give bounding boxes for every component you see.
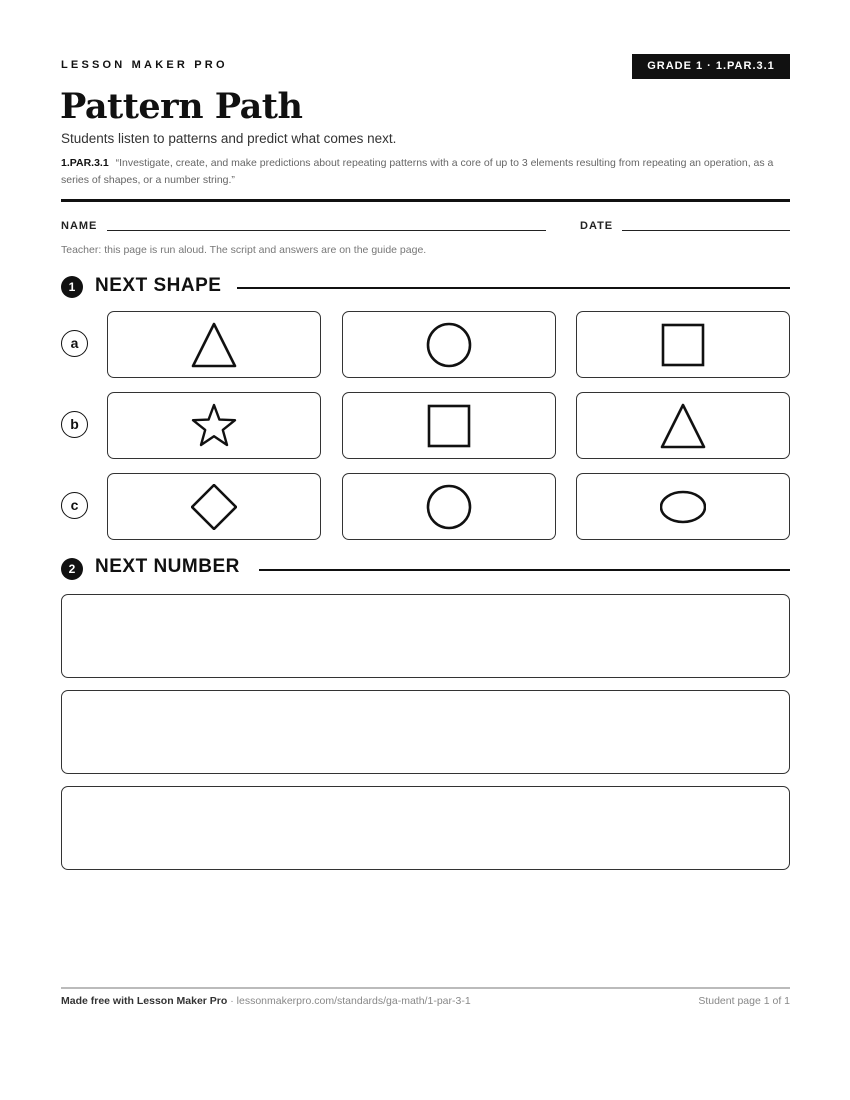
header-divider [61, 199, 790, 202]
page-subtitle: Students listen to patterns and predict what comes next. [61, 131, 397, 146]
section-2-number: 2 [61, 558, 83, 580]
page-title: Pattern Path [60, 86, 303, 127]
number-answer-box[interactable] [61, 594, 790, 678]
shape-card [107, 473, 321, 540]
date-field[interactable] [622, 230, 790, 231]
teacher-note: Teacher: this page is run aloud. The script and answers are on the guide page. [61, 244, 427, 256]
standard-text: “Investigate, create, and make predictions about repeating patterns with a core of up to 3 elements resulting from repeating an operation, as a series of shapes, or a number string.” [61, 157, 774, 186]
standard-code: 1.PAR.3.1 [61, 157, 109, 169]
brand-name: LESSON MAKER PRO [61, 59, 228, 71]
section-1-divider [237, 287, 790, 289]
shape-card [342, 473, 556, 540]
shape-card [107, 392, 321, 459]
star-icon [191, 403, 237, 449]
standard-description [61, 155, 791, 189]
footer-credit [61, 995, 471, 1007]
oval-icon [660, 484, 706, 530]
row-letter-c: c [61, 492, 88, 519]
section-2-divider [259, 569, 790, 571]
shape-card [576, 473, 790, 540]
date-label: DATE [580, 220, 614, 232]
section-2-title: NEXT NUMBER [95, 556, 240, 577]
triangle-icon [660, 403, 706, 449]
name-label: NAME [61, 220, 98, 232]
shape-card [576, 392, 790, 459]
row-letter-b: b [61, 411, 88, 438]
section-1-number: 1 [61, 276, 83, 298]
circle-icon [426, 322, 472, 368]
grade-badge: GRADE 1 · 1.PAR.3.1 [632, 54, 790, 79]
shape-card [342, 311, 556, 378]
number-answer-box[interactable] [61, 786, 790, 870]
footer-made-with: Made free with Lesson Maker Pro [61, 995, 228, 1007]
square-icon [660, 322, 706, 368]
row-letter-a: a [61, 330, 88, 357]
footer-link[interactable]: · lessonmakerpro.com/standards/ga-math/1-par-3-1 [227, 995, 471, 1007]
name-field[interactable] [107, 230, 546, 231]
number-answer-box[interactable] [61, 690, 790, 774]
shape-card [576, 311, 790, 378]
circle-icon [426, 484, 472, 530]
section-1-title: NEXT SHAPE [95, 275, 222, 296]
footer-divider [61, 987, 790, 989]
shape-card [342, 392, 556, 459]
shape-card [107, 311, 321, 378]
footer-page-number: Student page 1 of 1 [698, 995, 790, 1007]
triangle-icon [191, 322, 237, 368]
diamond-icon [191, 484, 237, 530]
square-icon [426, 403, 472, 449]
